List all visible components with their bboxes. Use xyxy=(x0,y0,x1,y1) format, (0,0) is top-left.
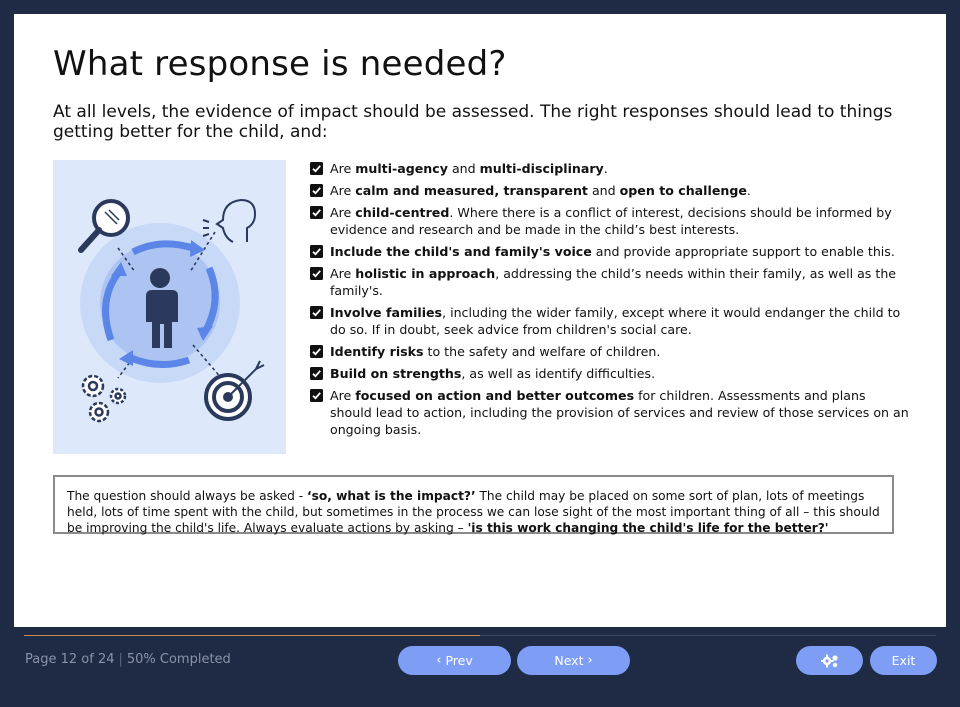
checklist-item xyxy=(310,365,910,382)
bold-text: calm and measured, transparent xyxy=(355,183,588,198)
bold-text: multi-agency xyxy=(355,161,448,176)
checklist-item-text xyxy=(330,304,910,338)
checklist-item-text xyxy=(330,182,751,199)
checkbox-checked-icon xyxy=(310,306,323,319)
page-status xyxy=(25,652,231,667)
checklist-item-text xyxy=(330,160,608,177)
prev-label: Prev xyxy=(445,653,473,668)
checklist xyxy=(310,160,910,443)
text-run: Are xyxy=(330,205,356,220)
illustration xyxy=(53,160,286,454)
slide-content xyxy=(14,14,946,627)
text-run: . Where there is a conflict of interest, decisions should be informed by evidence and research and be made in the child’s best interests. xyxy=(330,205,892,237)
text-run: and xyxy=(447,161,480,176)
checkbox-checked-icon xyxy=(310,267,323,280)
bold-text: Involve families xyxy=(330,305,443,320)
text-run: for children. Assessments and plans should lead to action, including the provision of services and review of those services on an ongoing basis. xyxy=(330,388,909,437)
bold-text: child-centred xyxy=(355,205,450,220)
exit-button[interactable] xyxy=(870,646,937,675)
checkbox-checked-icon xyxy=(310,367,323,380)
completion-label: 50% Completed xyxy=(126,652,231,667)
next-label: Next xyxy=(554,653,584,668)
text-run: Are xyxy=(330,161,356,176)
checklist-item xyxy=(310,243,910,260)
checkbox-checked-icon xyxy=(310,206,323,219)
checklist-item-text xyxy=(330,243,895,260)
impact-callout xyxy=(53,475,894,534)
checklist-item xyxy=(310,160,910,177)
checklist-item xyxy=(310,387,910,438)
text-run: . xyxy=(746,183,751,198)
text-run: and provide appropriate support to enable this. xyxy=(591,244,895,259)
bold-text: Identify risks xyxy=(330,344,424,359)
checklist-item xyxy=(310,204,910,238)
text-run: , including the wider family, except where it would endanger the child to do so. If in doubt, seek advice from children's social care. xyxy=(330,305,901,337)
checklist-item-text xyxy=(330,387,910,438)
bold-text: Build on strengths xyxy=(330,366,462,381)
chevron-right-icon: › xyxy=(587,653,593,668)
progress-fill xyxy=(24,635,480,636)
settings-button[interactable] xyxy=(796,646,863,675)
checkbox-checked-icon xyxy=(310,389,323,402)
bold-text: ‘so, what is the impact?’ xyxy=(306,489,476,503)
page-title: What response is needed? xyxy=(53,44,507,84)
illustration-svg xyxy=(53,160,286,454)
prev-button[interactable] xyxy=(398,646,511,675)
text-run: to the safety and welfare of children. xyxy=(423,344,661,359)
person-speaking-icon xyxy=(203,200,255,242)
checklist-item-text xyxy=(330,265,910,299)
chevron-left-icon: ‹ xyxy=(436,653,442,668)
gears-icon xyxy=(83,376,125,421)
intro-text: At all levels, the evidence of impact should be assessed. The right responses should lead to things getting better for the child, and: xyxy=(53,102,893,142)
bold-text: open to challenge xyxy=(619,183,747,198)
checkbox-checked-icon xyxy=(310,184,323,197)
text-run: The child may be placed on some sort of plan, lots of meetings held, lots of time spent with the child, but sometimes in the process we can lose sight of the most important thing of all – this should be improving the child's life. Always evaluate actions by asking – xyxy=(67,489,880,535)
text-run: Are xyxy=(330,183,356,198)
checkbox-checked-icon xyxy=(310,162,323,175)
text-run: , addressing the child’s needs within their family, as well as the family's. xyxy=(330,266,897,298)
bold-text: holistic in approach xyxy=(355,266,496,281)
checklist-item xyxy=(310,343,910,360)
exit-label: Exit xyxy=(891,653,916,668)
checklist-item xyxy=(310,182,910,199)
checklist-item xyxy=(310,265,910,299)
progress-track xyxy=(24,635,936,636)
text-run: . xyxy=(603,161,608,176)
text-run: Are xyxy=(330,388,356,403)
text-run: Are xyxy=(330,266,356,281)
checkbox-checked-icon xyxy=(310,245,323,258)
checkbox-checked-icon xyxy=(310,345,323,358)
page-counter: Page 12 of 24 xyxy=(25,652,115,667)
text-run: and xyxy=(587,183,620,198)
text-run: The question should always be asked - xyxy=(67,489,307,503)
checklist-item xyxy=(310,304,910,338)
text-run: , as well as identify difficulties. xyxy=(461,366,656,381)
bold-text: multi-disciplinary xyxy=(479,161,604,176)
gears-icon xyxy=(821,654,839,668)
next-button[interactable] xyxy=(517,646,630,675)
bold-text: Include the child's and family's voice xyxy=(330,244,592,259)
checklist-item-text xyxy=(330,343,660,360)
checklist-item-text xyxy=(330,204,910,238)
bold-text: 'is this work changing the child's life for the better?' xyxy=(467,521,829,535)
checklist-item-text xyxy=(330,365,655,382)
bold-text: focused on action and better outcomes xyxy=(355,388,635,403)
status-separator: | xyxy=(118,652,123,667)
